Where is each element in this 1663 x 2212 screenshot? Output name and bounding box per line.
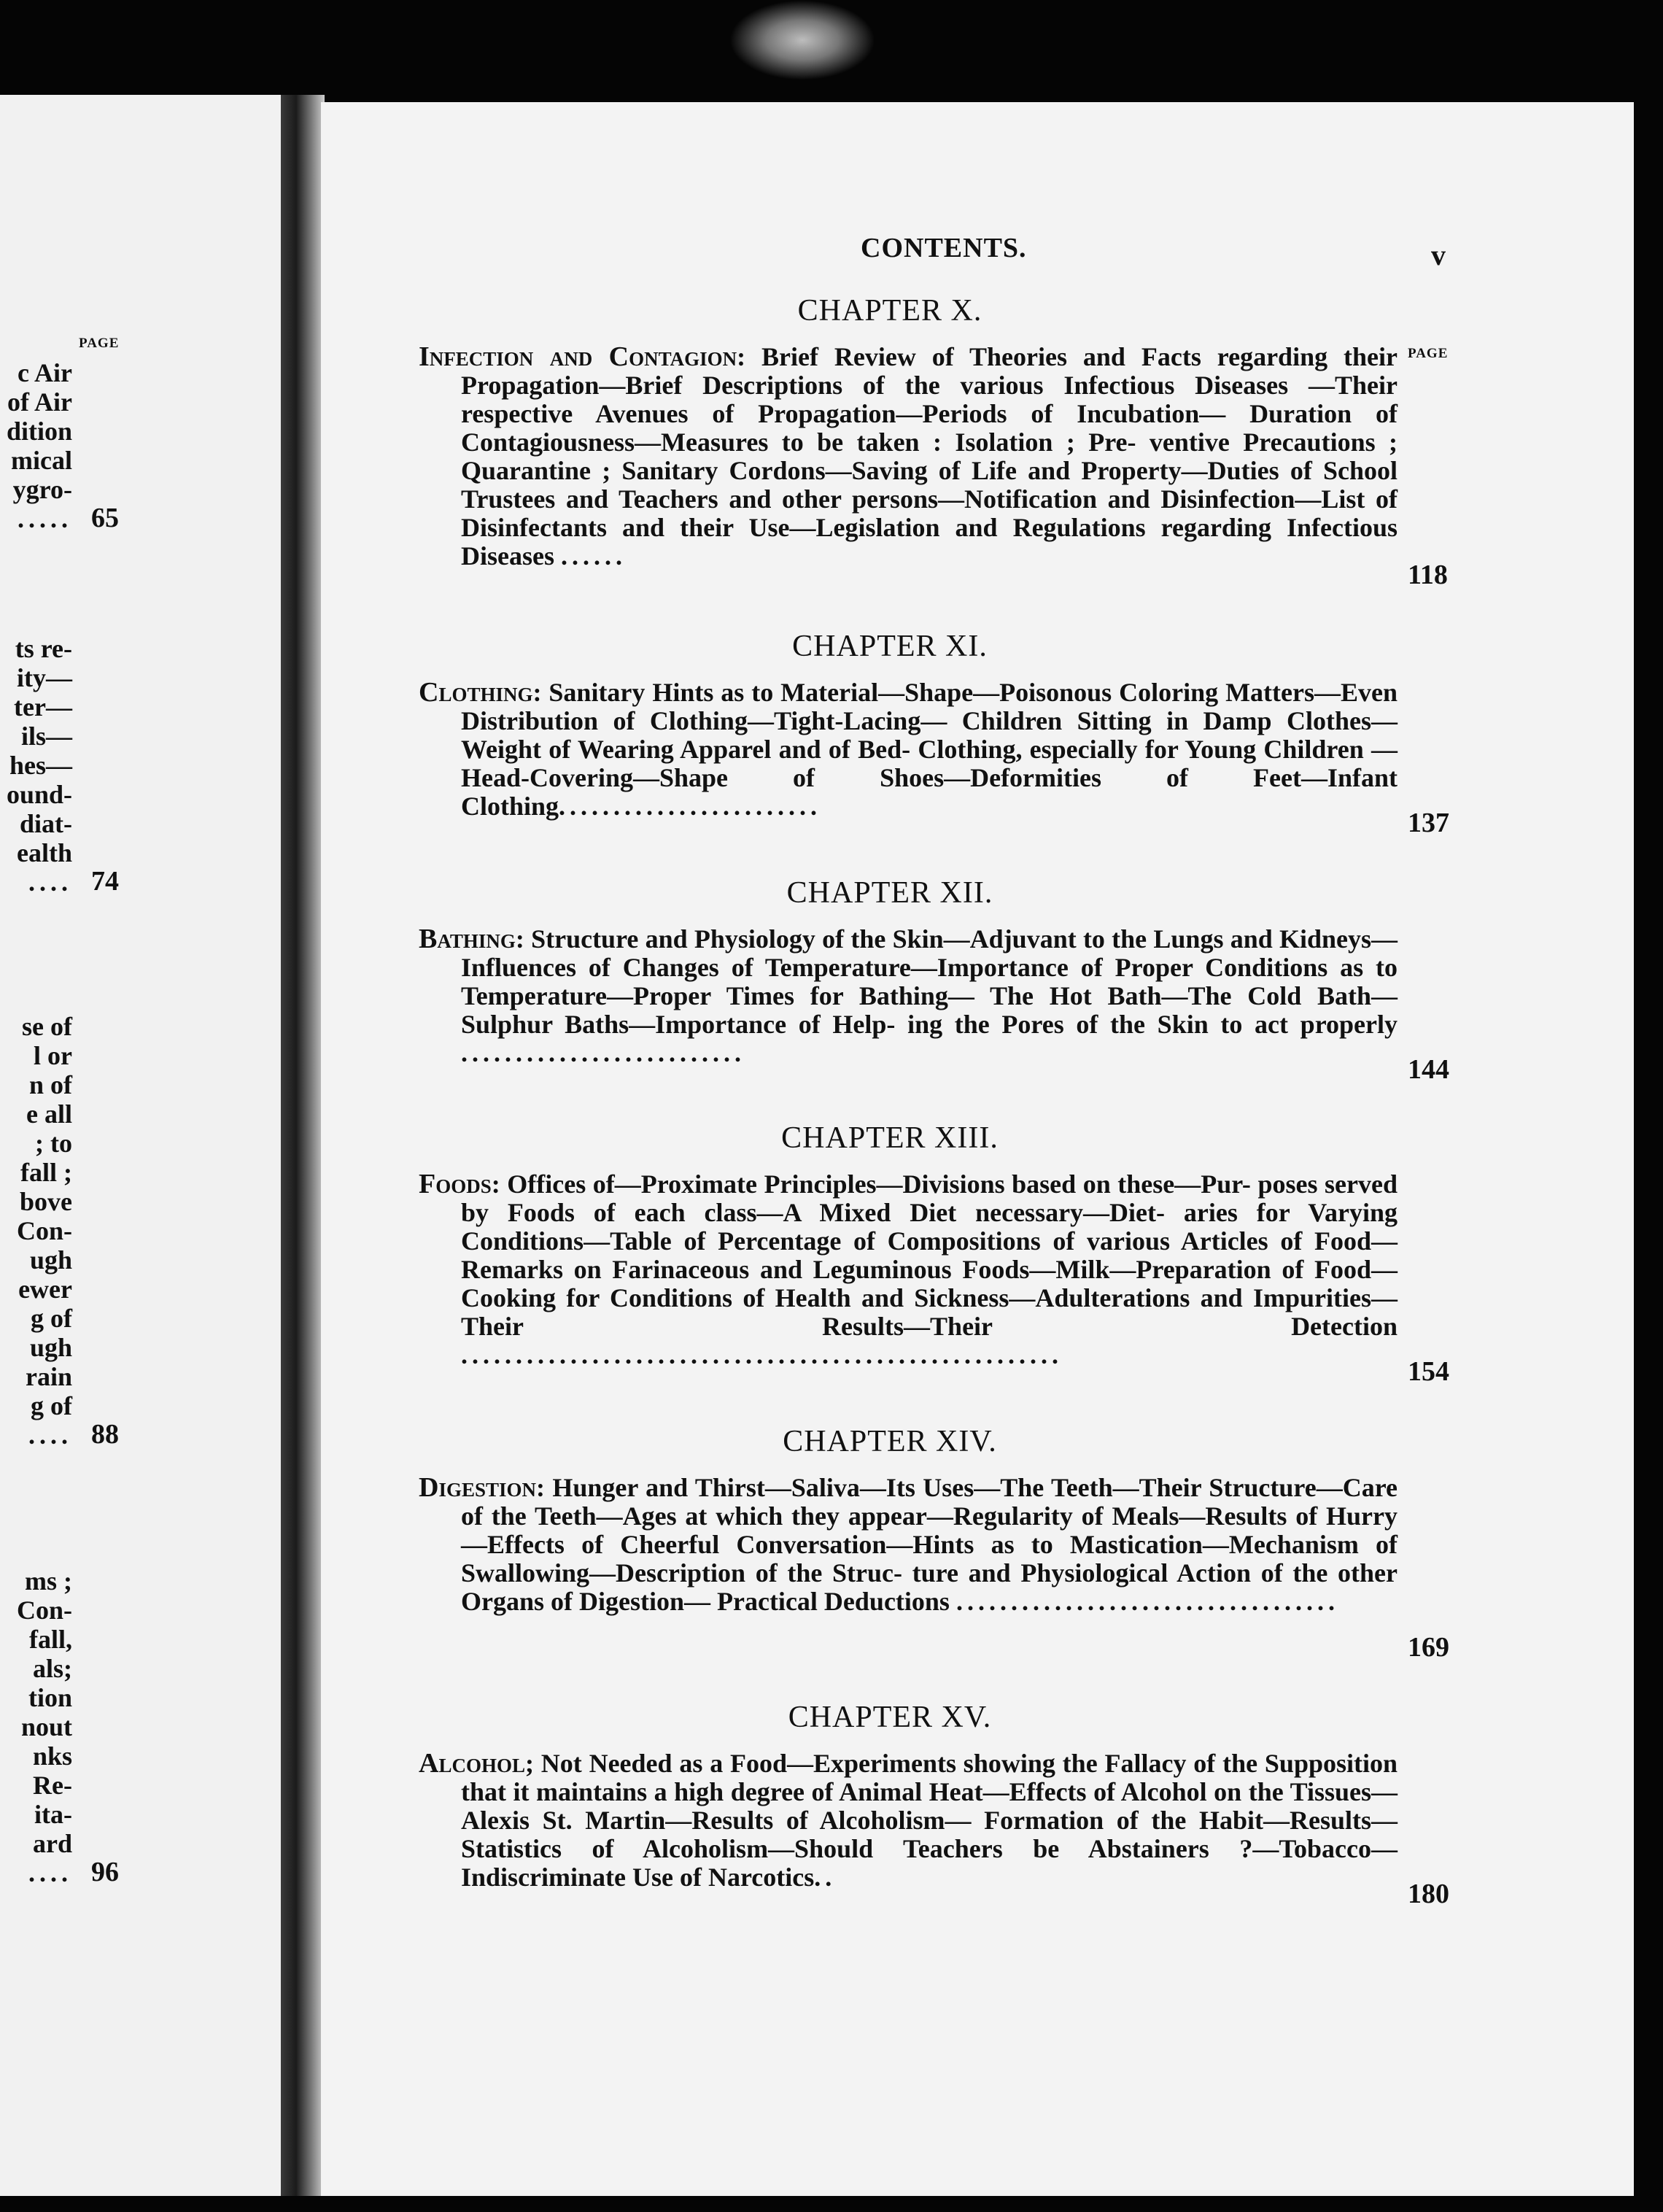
left-fragment: n of [28, 1070, 72, 1099]
entry-line: ventive Precautions ; Quarantine ; Sanitary Cordons—Saving of Life [461, 428, 1398, 485]
dot-leader: ................................... [955, 1587, 1339, 1616]
entry-line: ture and Physiological Action of the other Organs of Digestion— [461, 1558, 1398, 1616]
page-title: CONTENTS. [861, 233, 1027, 263]
left-fragment: rain [25, 1362, 72, 1391]
left-fragment: Re- [33, 1771, 72, 1800]
chapter-entry [419, 1170, 1398, 1369]
entry-page-number: 180 [1408, 1879, 1449, 1909]
left-fragment: ard [33, 1829, 72, 1858]
entry-line: : Brief Review of Theories and Facts regarding [737, 342, 1328, 371]
chapter-heading: CHAPTER XV. [788, 1701, 992, 1734]
left-fragment: ound- [6, 780, 72, 809]
book-gutter [281, 95, 325, 2196]
page-number-roman: v [1431, 239, 1446, 271]
entry-page-number: 154 [1408, 1356, 1449, 1387]
entry-line: as to Mastication—Mechanism of Swallowing—Description of the Struc- [461, 1530, 1398, 1588]
chapter-heading: CHAPTER XI. [792, 630, 988, 663]
dot-leader: .. [814, 1863, 837, 1892]
entry-subject: Clothing [419, 677, 533, 708]
entry-line: Detection [1291, 1312, 1398, 1341]
entry-line: Shoes—Deformities of Feet—Infant Clothing [461, 763, 1398, 821]
chapter-entry [419, 1474, 1398, 1616]
left-fragment: g of [31, 1391, 72, 1420]
entry-subject: Digestion [419, 1472, 536, 1503]
left-leader: .... [28, 1420, 72, 1450]
chapter-heading: CHAPTER XII. [786, 876, 993, 910]
entry-text [419, 1170, 1398, 1369]
left-fragment: tion [28, 1683, 72, 1712]
left-fragment: e all [26, 1099, 72, 1129]
entry-subject: Bathing [419, 924, 516, 954]
entry-line: Supposition that it maintains a high degree of Animal Heat—Effects [461, 1749, 1398, 1806]
entry-page-number: 169 [1408, 1632, 1449, 1663]
chapter-entry [419, 343, 1398, 571]
entry-line: Clothing, especially for Young Children —Head-Covering—Shape of [461, 735, 1398, 792]
entry-page-number: 137 [1408, 808, 1449, 838]
scan-smudge [729, 0, 875, 80]
entry-text [419, 343, 1398, 571]
left-fragment: ewer [18, 1275, 72, 1304]
entry-line: and Kidneys—Influences of Changes of Temperature—Importance of [461, 924, 1398, 982]
left-fragment: of Air [7, 387, 72, 417]
entry-line: : Sanitary Hints as to Material—Shape—Poisonous Coloring [532, 678, 1219, 707]
left-fragment: als; [33, 1654, 72, 1683]
entry-line: : Hunger and Thirst—Saliva—Its Uses—The Teeth—Their [536, 1473, 1202, 1502]
entry-line: and Property—Duties of School Trustees and Teachers and other [461, 456, 1398, 514]
entry-line: ; Not Needed as a Food—Experiments showing the Fallacy of the [524, 1749, 1258, 1778]
page-column-label: PAGE [1408, 346, 1449, 361]
left-page-number: 65 [91, 503, 119, 533]
entry-line: Sitting in Damp Clothes—Weight of Wearing Apparel and of Bed- [461, 706, 1398, 764]
left-fragment: hes— [9, 751, 72, 780]
left-fragment: Con- [16, 1596, 72, 1625]
entry-line: Proper Conditions as to Temperature—Proper Times for Bathing— [461, 953, 1398, 1010]
entry-subject: Infection and Contagion [419, 341, 737, 372]
entry-line: Matters—Even Distribution of Clothing—Tight-Lacing— Children [461, 678, 1398, 735]
entry-line: ing the Pores of the Skin to act properly [907, 1010, 1398, 1039]
entry-line: their Propagation—Brief Descriptions of the various Infectious Diseases [461, 342, 1398, 400]
entry-text [419, 678, 1398, 821]
left-fragment: ts re- [15, 634, 72, 663]
entry-line: Teachers be Abstainers ?—Tobacco—Indiscriminate Use of Narcotics [461, 1834, 1398, 1892]
left-fragment: l or [34, 1041, 72, 1070]
entry-text [419, 925, 1398, 1067]
dot-leader: ....................................................... [461, 1340, 1063, 1369]
entry-text [419, 1749, 1398, 1892]
left-fragment: c Air [18, 358, 72, 387]
entry-line: Foods—Milk—Preparation of Food—Cooking for Conditions of Health [461, 1255, 1398, 1312]
entry-text [419, 1474, 1398, 1616]
left-fragment: ygro- [12, 475, 72, 504]
chapter-entry [419, 1749, 1398, 1892]
left-fragment: nks [32, 1741, 72, 1771]
left-leader: .... [28, 867, 72, 897]
left-fragment: ; to [35, 1129, 72, 1158]
chapter-heading: CHAPTER X. [797, 294, 982, 328]
chapter-entry [419, 678, 1398, 821]
left-fragment: dition [6, 417, 72, 446]
left-page-number: 96 [91, 1857, 119, 1887]
entry-line: Formation of the Habit—Results—Statistics of Alcoholism—Should [461, 1806, 1398, 1863]
left-fragment: ugh [29, 1333, 72, 1362]
entry-line: Duration of Contagiousness—Measures to be taken : Isolation ; Pre- [461, 399, 1398, 457]
entry-line: The Hot Bath—The Cold Bath—Sulphur Baths—Importance of Help- [461, 981, 1398, 1039]
entry-subject: Alcohol [419, 1748, 525, 1779]
left-fragment: bove [20, 1187, 72, 1216]
left-fragment: ealth [17, 838, 72, 867]
left-fragment: se of [22, 1012, 72, 1041]
entry-line: poses served by Foods of each class—A Mixed Diet necessary—Diet- [461, 1169, 1398, 1227]
entry-line: of Alcohol on the Tissues—Alexis St. Martin—Results of Alcoholism— [461, 1777, 1398, 1835]
left-fragment: fall ; [20, 1158, 72, 1187]
entry-line: : Structure and Physiology of the Skin—Adjuvant to the Lungs [515, 924, 1224, 954]
entry-page-number: 118 [1408, 560, 1448, 590]
chapter-heading: CHAPTER XIII. [781, 1121, 999, 1155]
left-fragment: ter— [14, 692, 72, 722]
chapter-entry [419, 925, 1398, 1067]
dot-leader: ...... [561, 541, 627, 571]
left-leader: ..... [18, 504, 72, 533]
left-fragment: fall, [29, 1625, 72, 1654]
entry-line: of Meals—Results of Hurry—Effects of Cheerful Conversation—Hints [461, 1501, 1398, 1559]
left-leader: .... [28, 1858, 72, 1887]
left-fragment: mical [11, 446, 72, 475]
entry-line: —Their respective Avenues of Propagation—Periods of Incubation— [461, 371, 1398, 428]
left-page-label: PAGE [79, 336, 120, 351]
left-fragment: diat- [20, 809, 72, 838]
left-fragment: ugh [29, 1245, 72, 1275]
left-fragment: ms ; [25, 1566, 72, 1596]
entry-line: Practical Deductions [717, 1587, 950, 1616]
left-fragment: Con- [16, 1216, 72, 1245]
left-fragment: g of [31, 1304, 72, 1333]
left-page-number: 74 [91, 866, 119, 897]
left-fragment: ils— [20, 722, 72, 751]
entry-line: Use—Legislation and Regulations regarding Infectious Diseases [461, 513, 1398, 571]
entry-line: aries for Varying Conditions—Table of Percentage of Compositions of [461, 1198, 1398, 1256]
entry-line: and Sickness—Adulterations and Impurities—Their Results—Their [461, 1283, 1398, 1341]
chapter-heading: CHAPTER XIV. [783, 1425, 997, 1458]
dot-leader: .......................... [461, 1038, 745, 1067]
left-page-fragment [0, 95, 281, 2196]
entry-line: persons—Notification and Disinfection—List of Disinfectants and their [461, 484, 1398, 542]
contents-page [321, 102, 1634, 2196]
dot-leader: ........................ [559, 792, 822, 821]
left-fragment: ity— [17, 663, 72, 692]
entry-subject: Foods [419, 1169, 492, 1199]
left-fragment: ita- [34, 1800, 72, 1829]
entry-line: various Articles of Food—Remarks on Farinaceous and Leguminous [461, 1226, 1398, 1284]
left-fragment: nout [20, 1712, 72, 1741]
left-page-number: 88 [91, 1419, 119, 1450]
entry-page-number: 144 [1408, 1054, 1449, 1085]
entry-line: Structure—Care of the Teeth—Ages at which they appear—Regularity [461, 1473, 1398, 1531]
entry-line: : Offices of—Proximate Principles—Divisions based on these—Pur- [491, 1169, 1251, 1199]
